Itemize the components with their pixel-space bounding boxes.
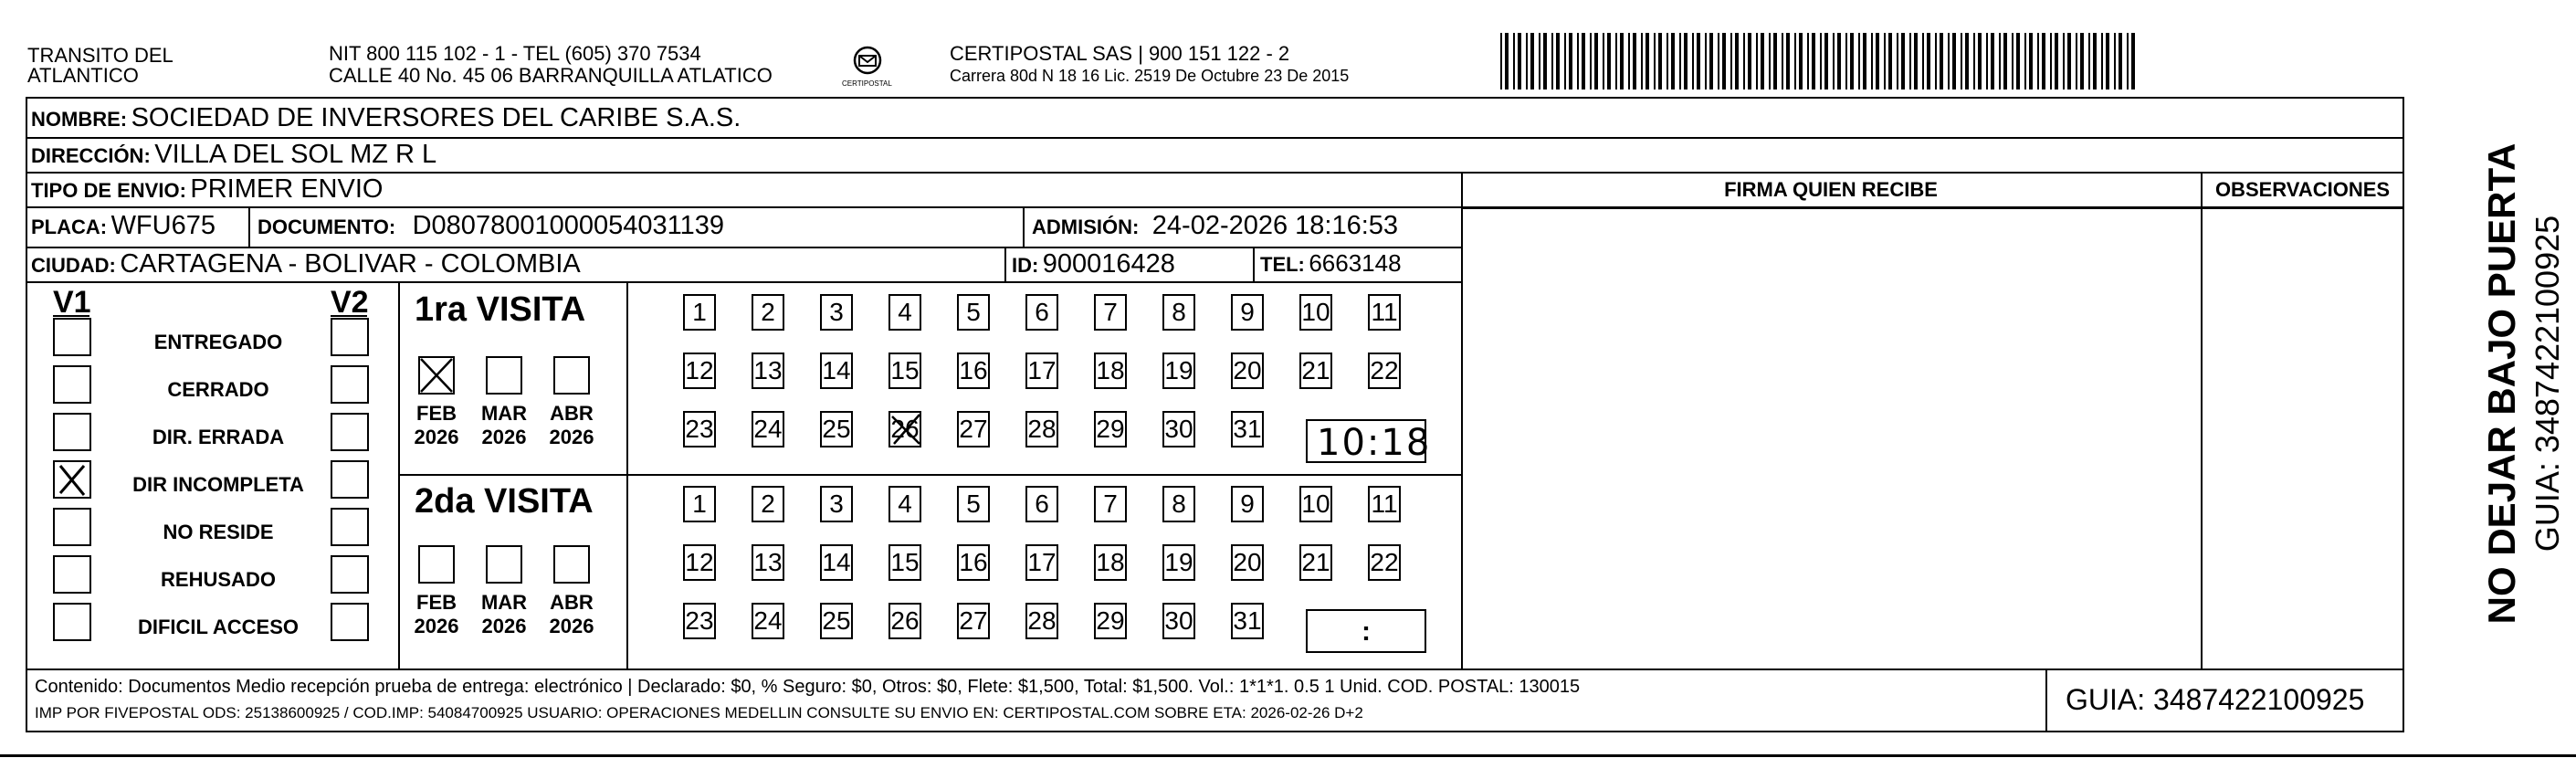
- direccion-field: [31, 142, 436, 168]
- second-day-19[interactable]: 19: [1162, 544, 1195, 581]
- second-day-4[interactable]: 4: [888, 486, 921, 522]
- observaciones-header: OBSERVACIONES: [2214, 178, 2391, 201]
- ciudad-value: CARTAGENA - BOLIVAR - COLOMBIA: [120, 249, 581, 279]
- first-day-6[interactable]: 6: [1025, 294, 1058, 331]
- second-month-checkbox-feb[interactable]: [418, 545, 455, 584]
- signature-area[interactable]: [1463, 209, 2199, 669]
- second-day-30[interactable]: 30: [1162, 603, 1195, 639]
- sender-address: CALLE 40 No. 45 06 BARRANQUILLA ATLATICO: [329, 64, 773, 87]
- documento-field: [258, 213, 724, 239]
- first-month-year-mar: 2026: [481, 426, 527, 448]
- first-day-cross-mark: [888, 411, 921, 447]
- status-label-no-reside: NO RESIDE: [163, 521, 274, 543]
- v1-checkbox-dir-errada[interactable]: [53, 413, 91, 451]
- admision-value: 24-02-2026 18:16:53: [1151, 211, 1399, 240]
- second-day-12[interactable]: 12: [683, 544, 716, 581]
- first-day-15[interactable]: 15: [888, 353, 921, 389]
- first-day-21[interactable]: 21: [1299, 353, 1332, 389]
- second-day-11[interactable]: 11: [1368, 486, 1401, 522]
- first-month-year-feb: 2026: [414, 426, 459, 448]
- first-day-27[interactable]: 27: [957, 411, 990, 447]
- no-dejar-bajo-puerta: NO DEJAR BAJO PUERTA: [2480, 142, 2523, 625]
- v1-checkbox-entregado[interactable]: [53, 318, 91, 356]
- tel-label: TEL:: [1260, 253, 1305, 276]
- placa-value: WFU675: [110, 211, 216, 240]
- first-day-23[interactable]: 23: [683, 411, 716, 447]
- first-month-name-abr: ABR: [550, 402, 594, 425]
- first-day-12[interactable]: 12: [683, 353, 716, 389]
- observaciones-area[interactable]: [2203, 209, 2403, 669]
- tipo-envio-label: TIPO DE ENVIO:: [31, 179, 186, 202]
- status-label-entregado: ENTREGADO: [153, 331, 283, 353]
- tipo-envio-value: PRIMER ENVIO: [190, 174, 384, 204]
- second-day-28[interactable]: 28: [1025, 603, 1058, 639]
- first-day-2[interactable]: 2: [752, 294, 784, 331]
- v2-checkbox-dificil-acceso[interactable]: [331, 603, 369, 641]
- first-day-29[interactable]: 29: [1094, 411, 1127, 447]
- status-label-rehusado: REHUSADO: [161, 568, 276, 591]
- second-visit-title: 2da VISITA: [415, 482, 594, 521]
- first-day-31[interactable]: 31: [1231, 411, 1264, 447]
- first-month-year-abr: 2026: [549, 426, 594, 448]
- second-time-placeholder: :: [1362, 616, 1371, 647]
- v2-checkbox-rehusado[interactable]: [331, 555, 369, 594]
- first-time-handwritten: 10:18: [1317, 422, 1432, 464]
- second-day-18[interactable]: 18: [1094, 544, 1127, 581]
- second-day-14[interactable]: 14: [820, 544, 853, 581]
- placa-field: [31, 213, 216, 239]
- second-day-17[interactable]: 17: [1025, 544, 1058, 581]
- second-day-24[interactable]: 24: [752, 603, 784, 639]
- first-month-name-mar: MAR: [480, 402, 528, 425]
- documento-label: DOCUMENTO:: [258, 216, 396, 238]
- second-day-13[interactable]: 13: [752, 544, 784, 581]
- first-day-22[interactable]: 22: [1368, 353, 1401, 389]
- first-day-19[interactable]: 19: [1162, 353, 1195, 389]
- v1-checkbox-rehusado[interactable]: [53, 555, 91, 594]
- placa-label: PLACA:: [31, 216, 108, 238]
- imp-line: IMP POR FIVEPOSTAL ODS: 25138600925 / COD.IMP: 54084700925 USUARIO: OPERACIONES MEDELLIN CONSULTE SU ENVIO EN: CERTIPOSTAL.COM SOBRE ETA: 2026-02-26 D+2: [35, 704, 1363, 721]
- certipostal-name: CERTIPOSTAL SAS | 900 151 122 - 2: [950, 42, 1290, 65]
- first-day-1[interactable]: 1: [683, 294, 716, 331]
- barcode: [1500, 33, 2140, 89]
- second-day-23[interactable]: 23: [683, 603, 716, 639]
- second-day-6[interactable]: 6: [1025, 486, 1058, 522]
- second-day-20[interactable]: 20: [1231, 544, 1264, 581]
- first-day-5[interactable]: 5: [957, 294, 990, 331]
- sender-nit: NIT 800 115 102 - 1 - TEL (605) 370 7534: [329, 42, 701, 65]
- documento-value: D08078001000054031139: [412, 211, 724, 240]
- first-day-17[interactable]: 17: [1025, 353, 1058, 389]
- admision-label: ADMISIÓN:: [1032, 216, 1140, 238]
- logo-text: CERTIPOSTAL: [842, 79, 892, 88]
- second-month-checkbox-mar[interactable]: [486, 545, 522, 584]
- second-day-10[interactable]: 10: [1299, 486, 1332, 522]
- contenido-line: Contenido: Documentos Medio recepción prueba de entrega: electrónico | Declarado: $0, % Seguro: $0, Otros: $0, Flete: $1,500, Total: $1,500. Vol.: 1*1*1. 0.5 1 Unid. COD. POSTAL: 130015: [35, 677, 1581, 697]
- sender-name-line2: ATLANTICO: [27, 64, 139, 87]
- second-day-9[interactable]: 9: [1231, 486, 1264, 522]
- v2-checkbox-cerrado[interactable]: [331, 365, 369, 404]
- v1-checkbox-no-reside[interactable]: [53, 508, 91, 546]
- first-day-28[interactable]: 28: [1025, 411, 1058, 447]
- second-day-1[interactable]: 1: [683, 486, 716, 522]
- first-day-26[interactable]: 26: [888, 411, 921, 447]
- second-month-name-feb: FEB: [416, 591, 457, 614]
- second-day-26[interactable]: 26: [888, 603, 921, 639]
- first-month-checkbox-feb[interactable]: [418, 356, 455, 395]
- second-day-27[interactable]: 27: [957, 603, 990, 639]
- first-day-10[interactable]: 10: [1299, 294, 1332, 331]
- tel-value: 6663148: [1309, 249, 1402, 277]
- second-day-2[interactable]: 2: [752, 486, 784, 522]
- admision-field: [1032, 213, 1398, 239]
- first-month-checkbox-abr[interactable]: [553, 356, 590, 395]
- second-month-year-abr: 2026: [549, 615, 594, 637]
- second-month-year-mar: 2026: [481, 615, 527, 637]
- second-day-8[interactable]: 8: [1162, 486, 1195, 522]
- first-day-8[interactable]: 8: [1162, 294, 1195, 331]
- first-day-14[interactable]: 14: [820, 353, 853, 389]
- first-time-box[interactable]: [1306, 419, 1432, 464]
- guia-box-text: GUIA: 3487422100925: [2066, 683, 2365, 716]
- ciudad-field: [31, 251, 581, 278]
- v2-checkbox-no-reside[interactable]: [331, 508, 369, 546]
- first-day-4[interactable]: 4: [888, 294, 921, 331]
- first-day-13[interactable]: 13: [752, 353, 784, 389]
- tel-field: [1260, 251, 1402, 275]
- first-month-name-feb: FEB: [416, 402, 457, 425]
- first-day-9[interactable]: 9: [1231, 294, 1264, 331]
- second-month-year-feb: 2026: [414, 615, 459, 637]
- first-day-20[interactable]: 20: [1231, 353, 1264, 389]
- nombre-label: NOMBRE:: [31, 108, 128, 131]
- first-day-16[interactable]: 16: [957, 353, 990, 389]
- first-day-7[interactable]: 7: [1094, 294, 1127, 331]
- first-month-checkbox-mar[interactable]: [486, 356, 522, 395]
- first-visit-title: 1ra VISITA: [415, 290, 586, 329]
- v2-checkbox-dir-incompleta[interactable]: [331, 460, 369, 499]
- ciudad-label: CIUDAD:: [31, 254, 116, 277]
- nombre-field: [31, 105, 741, 132]
- status-label-dir-incompleta: DIR INCOMPLETA: [132, 473, 304, 496]
- v2-checkbox-dir-errada[interactable]: [331, 413, 369, 451]
- v2-header: V2: [331, 285, 369, 320]
- second-day-21[interactable]: 21: [1299, 544, 1332, 581]
- second-day-7[interactable]: 7: [1094, 486, 1127, 522]
- second-day-15[interactable]: 15: [888, 544, 921, 581]
- certipostal-logo: [840, 40, 895, 95]
- tipo-envio-field: [31, 176, 383, 203]
- status-label-dificil-acceso: DIFICIL ACCESO: [137, 616, 299, 638]
- handwritten-x-mark: [53, 460, 91, 499]
- id-value: 900016428: [1042, 249, 1175, 279]
- second-day-16[interactable]: 16: [957, 544, 990, 581]
- v1-checkbox-dir-incompleta[interactable]: [53, 460, 91, 499]
- second-day-22[interactable]: 22: [1368, 544, 1401, 581]
- second-month-checkbox-abr[interactable]: [553, 545, 590, 584]
- second-day-29[interactable]: 29: [1094, 603, 1127, 639]
- id-label: ID:: [1012, 254, 1039, 277]
- second-day-31[interactable]: 31: [1231, 603, 1264, 639]
- v1-checkbox-cerrado[interactable]: [53, 365, 91, 404]
- second-time-box[interactable]: [1306, 609, 1426, 653]
- first-day-18[interactable]: 18: [1094, 353, 1127, 389]
- v1-header: V1: [53, 285, 91, 320]
- second-day-3[interactable]: 3: [820, 486, 853, 522]
- side-guia: GUIA: 3487422100925: [2529, 215, 2566, 553]
- sender-name-line1: TRANSITO DEL: [27, 44, 173, 67]
- status-label-dir-errada: DIR. ERRADA: [152, 426, 285, 448]
- first-day-3[interactable]: 3: [820, 294, 853, 331]
- nombre-value: SOCIEDAD DE INVERSORES DEL CARIBE S.A.S.: [131, 103, 741, 132]
- first-day-30[interactable]: 30: [1162, 411, 1195, 447]
- first-day-25[interactable]: 25: [820, 411, 853, 447]
- second-day-25[interactable]: 25: [820, 603, 853, 639]
- direccion-label: DIRECCIÓN:: [31, 144, 151, 167]
- v1-checkbox-dificil-acceso[interactable]: [53, 603, 91, 641]
- second-month-name-mar: MAR: [480, 591, 528, 614]
- first-day-24[interactable]: 24: [752, 411, 784, 447]
- id-field: [1012, 251, 1175, 278]
- x-mark: [418, 356, 455, 395]
- v2-checkbox-entregado[interactable]: [331, 318, 369, 356]
- first-day-11[interactable]: 11: [1368, 294, 1401, 331]
- second-month-name-abr: ABR: [550, 591, 594, 614]
- direccion-value: VILLA DEL SOL MZ R L: [154, 140, 437, 169]
- certipostal-license: Carrera 80d N 18 16 Lic. 2519 De Octubre 23 De 2015: [950, 67, 1350, 85]
- status-label-cerrado: CERRADO: [167, 378, 269, 401]
- second-day-5[interactable]: 5: [957, 486, 990, 522]
- firma-header: FIRMA QUIEN RECIBE: [1724, 178, 1938, 201]
